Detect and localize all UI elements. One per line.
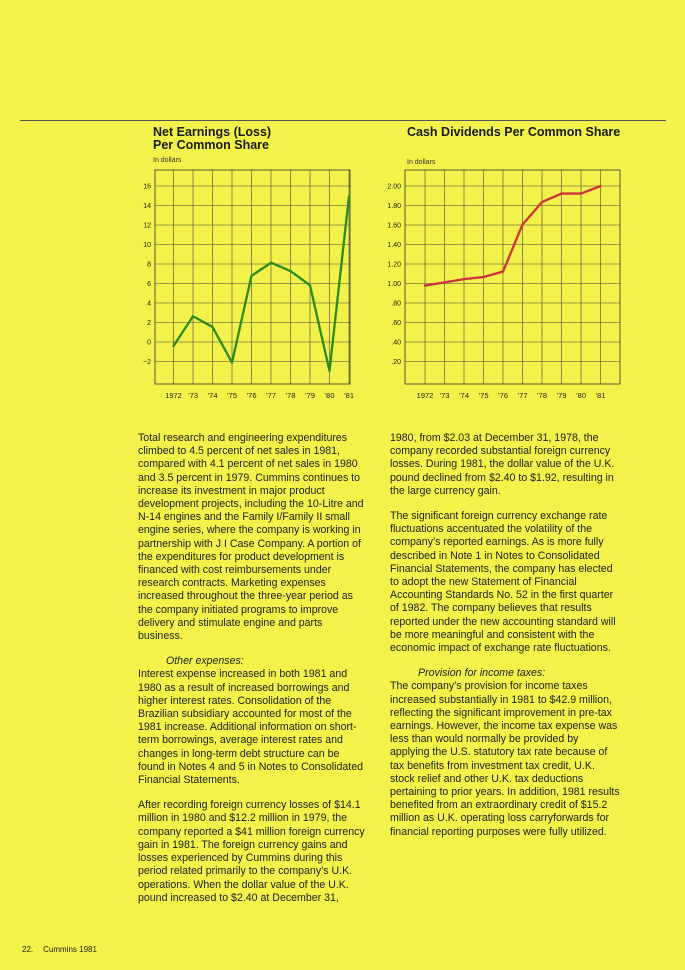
x-tick-label: ’80: [324, 391, 335, 400]
y-tick-label: 1.60: [387, 222, 401, 230]
y-tick-label: −2: [143, 359, 151, 366]
x-tick-label: ’74: [458, 391, 470, 400]
left-text-column: [138, 432, 368, 917]
x-tick-label: 1972: [416, 391, 434, 400]
x-tick-label: ’78: [536, 391, 548, 400]
series-line: [425, 186, 601, 286]
x-tick-label: ’81: [343, 391, 355, 400]
page-footer: [22, 945, 107, 954]
y-tick-label: 14: [143, 203, 151, 210]
top-rule: [20, 120, 666, 121]
chart1-title: [153, 126, 271, 152]
y-tick-label: 1.20: [387, 261, 401, 269]
chart2-title-line1: Cash Dividends Per Common Share: [407, 125, 621, 139]
paragraph-text: Total research and engineering expenditures climbed to 4.5 percent of net sales in 1981, compared with 4.1 percent of net sales in 1980 and 3.5 percent in 1979. Cummins continues to increase its investment in major product development projects, including the 10-Litre and N-14 engines and the Family I/Family II small engine series, where the company is working in partnership with J I Case Company. A portion of the expenditures for product development is financed with cost reimbursements under research contracts. Marketing expenses increased throughout the three-year period as the company initiated programs to improve delivery and stimulate engine and parts business.: [138, 432, 364, 643]
x-tick-label: ’81: [595, 391, 606, 400]
y-tick-label: 2: [147, 320, 151, 327]
paragraph-text: The significant foreign currency exchange rate fluctuations accentuated the volatility of the company’s reported earnings. As is more fully described in Note 1 in Notes to Consolidated Financial Statements, the company has elected to adopt the new Statement of Financial Accounting Standards No. 52 in the first quarter of 1982. The company believes that results reported under the new accounting standard will be more meaningful and consistent with the economic impact of exchange rate fluctuations.: [390, 510, 616, 655]
section-heading: Other expenses:: [166, 655, 244, 668]
section-heading: Provision for income taxes:: [418, 667, 546, 680]
y-tick-label: 8: [147, 261, 151, 269]
y-tick-label: 1.00: [387, 281, 401, 288]
paragraph-text: 1980, from $2.03 at December 31, 1978, the company recorded substantial foreign currency losses. During 1981, the dollar value of the U.K. pound declined from $2.40 to $1.92, resulting in the large currency gain.: [390, 432, 615, 497]
chart1-title-line2: Per Common Share: [153, 138, 270, 152]
y-tick-label: 16: [143, 183, 151, 191]
y-tick-label: .40: [391, 339, 401, 347]
right-text-column: [390, 432, 620, 851]
y-tick-label: 0: [147, 339, 151, 347]
chart1-svg: [110, 170, 365, 410]
x-tick-label: ’80: [575, 391, 587, 400]
y-tick-label: 12: [143, 222, 151, 230]
x-tick-label: ’76: [246, 391, 257, 400]
left-column-paragraph: [138, 432, 368, 643]
y-tick-label: 4: [147, 300, 151, 308]
y-tick-label: .60: [391, 320, 401, 327]
left-column-paragraph: [138, 655, 368, 787]
right-column-paragraph: [390, 510, 620, 655]
x-tick-label: ’75: [478, 391, 489, 400]
y-tick-label: .20: [391, 359, 401, 366]
chart2-svg: [360, 170, 630, 410]
chart1-title-line1: Net Earnings (Loss): [153, 125, 272, 139]
paragraph-text: The company’s provision for income taxes increased substantially in 1981 to $42.9 million, reflecting the significant improvement in pre-tax earnings. However, the income tax expense was less than would normally be provided by applying the U.S. statutory tax rate because of tax benefits from investment tax credit, U.K. stock relief and other U.K. tax deductions pertaining to prior years. In addition, 1981 results benefited from an extraordinary credit of $15.2 million as U.K. operating loss carryforwards for financial reporting purposes were fully utilized.: [390, 680, 620, 838]
plot-frame: [155, 170, 350, 384]
y-tick-label: 1.80: [387, 203, 401, 210]
x-tick-label: ’79: [304, 391, 316, 400]
x-tick-label: ’79: [556, 391, 567, 400]
x-tick-label: ’77: [265, 391, 277, 400]
y-tick-label: 2.00: [387, 183, 401, 191]
y-tick-label: .80: [391, 300, 401, 308]
x-tick-label: ’77: [517, 391, 528, 400]
paragraph-text: After recording foreign currency losses of $14.1 million in 1980 and $12.2 million in 1979, the company reported a $41 million foreign currency gain in 1981. The foreign currency gains and losses experienced by Cummins during this period related primarily to the company’s U.K. operations. When the dollar value of the U.K. pound increased to $2.40 at December 31,: [138, 799, 365, 904]
x-tick-label: 1972: [165, 391, 182, 400]
plot-frame: [405, 170, 620, 384]
x-tick-label: ’73: [439, 391, 450, 400]
page-number: 22.: [22, 945, 34, 954]
chart2-title: [407, 126, 620, 139]
y-tick-label: 10: [143, 242, 151, 249]
left-column-paragraph: [138, 799, 368, 905]
x-tick-label: ’73: [187, 391, 199, 400]
right-column-paragraph: [390, 667, 620, 839]
chart1-unit: In dollars: [153, 157, 182, 164]
x-tick-label: ’78: [285, 391, 296, 400]
y-tick-label: 6: [147, 281, 151, 288]
paragraph-text: Interest expense increased in both 1981 and 1980 as a result of increased borrowings and higher interest rates. Consolidation of the Brazilian subsidiary accounted for most of the 1981 increase. Additional information on short-term borrowings, average interest rates and changes in long-term debt structure can be found in Notes 4 and 5 in Notes to Consolidated Financial Statements.: [138, 668, 363, 787]
right-column-paragraph: [390, 432, 620, 498]
x-tick-label: ’74: [207, 391, 218, 400]
footer-label: Cummins 1981: [43, 945, 97, 954]
x-tick-label: ’75: [226, 391, 238, 400]
y-tick-label: 1.40: [387, 242, 401, 249]
chart2-unit: In dollars: [407, 159, 436, 166]
x-tick-label: ’76: [497, 391, 509, 400]
